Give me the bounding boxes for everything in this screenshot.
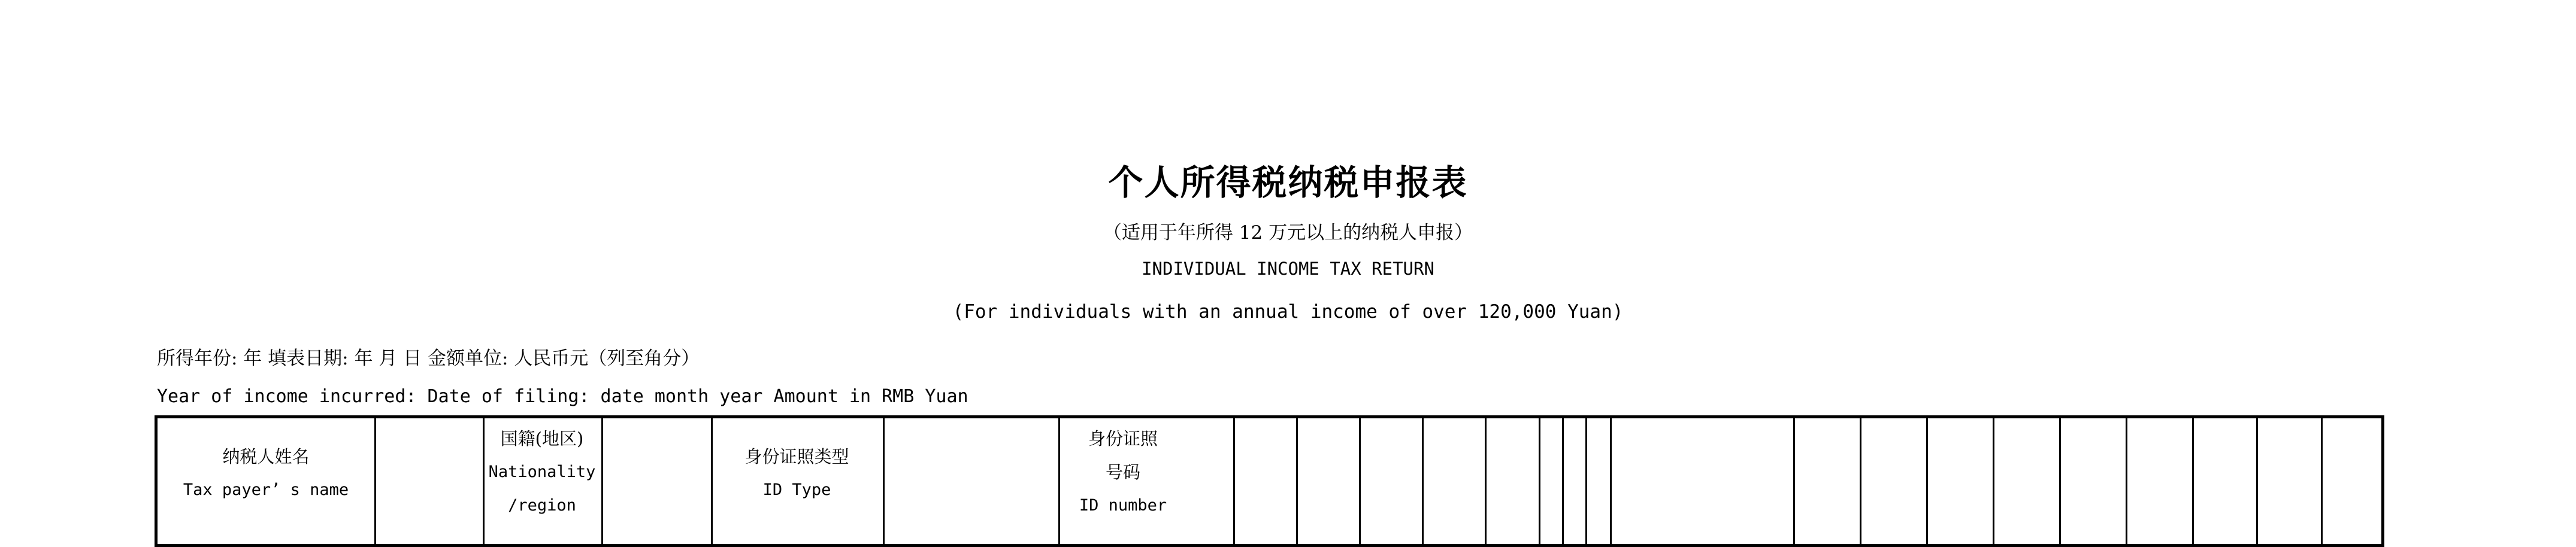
id-type-label-en: ID Type (762, 481, 831, 499)
column-divider (883, 418, 885, 544)
taxpayer-name-input[interactable] (374, 418, 483, 544)
id-digit-divider (1562, 418, 1564, 544)
id-digit-divider (1359, 418, 1361, 544)
taxpayer-name-label-cn: 纳税人姓名 (222, 446, 310, 467)
form-subtitle-en: INDIVIDUAL INCOME TAX RETURN (1142, 259, 1434, 279)
id-digit-divider (1422, 418, 1424, 544)
id-number-label-en: ID number (1079, 496, 1167, 515)
id-number-label (1058, 418, 1188, 544)
taxpayer-name-label-en: Tax payer’ s name (183, 481, 349, 499)
id-digit-divider (1860, 418, 1861, 544)
column-divider (483, 418, 485, 544)
column-divider (601, 418, 603, 544)
filing-meta-en: Year of income incurred: Date of filing: date month year Amount in RMB Yuan (157, 386, 968, 407)
id-digit-divider (1539, 418, 1540, 544)
form-title: 个人所得税纳税申报表 (1108, 162, 1468, 203)
id-type-label (711, 418, 883, 544)
taxpayer-info-table (155, 415, 2384, 547)
taxpayer-name-label (158, 418, 374, 544)
id-digit-divider (1610, 418, 1612, 544)
column-divider (374, 418, 376, 544)
id-digit-divider (1485, 418, 1487, 544)
filing-meta-cn: 所得年份: 年 填表日期: 年 月 日 金额单位: 人民币元（列至角分） (157, 348, 700, 369)
form-subtitle-en-scope: (For individuals with an annual income of over 120,000 Yuan) (952, 301, 1624, 323)
nationality-label (483, 418, 601, 544)
id-digit-divider (1793, 418, 1795, 544)
id-digit-divider (2059, 418, 2061, 544)
id-digit-divider (2256, 418, 2258, 544)
column-divider (1058, 418, 1060, 544)
nationality-input[interactable] (601, 418, 711, 544)
id-digit-divider (2192, 418, 2194, 544)
column-divider (1233, 418, 1235, 544)
id-digit-divider (2126, 418, 2127, 544)
id-digit-divider (1993, 418, 1994, 544)
id-type-input[interactable] (883, 418, 1058, 544)
id-type-label-cn: 身份证照类型 (744, 446, 849, 467)
id-digit-divider (1585, 418, 1587, 544)
id-number-label-cn2: 号码 (1105, 462, 1140, 482)
id-digit-divider (2321, 418, 2323, 544)
column-divider (711, 418, 713, 544)
id-digit-divider (1926, 418, 1928, 544)
id-number-label-cn1: 身份证照 (1088, 429, 1158, 449)
nationality-label-en: Nationality (488, 463, 596, 481)
id-digit-divider (1296, 418, 1298, 544)
nationality-label-cn: 国籍(地区) (500, 429, 584, 449)
nationality-label-region: /region (508, 496, 576, 515)
form-subtitle-cn: （适用于年所得 12 万元以上的纳税人申报） (1103, 222, 1473, 244)
